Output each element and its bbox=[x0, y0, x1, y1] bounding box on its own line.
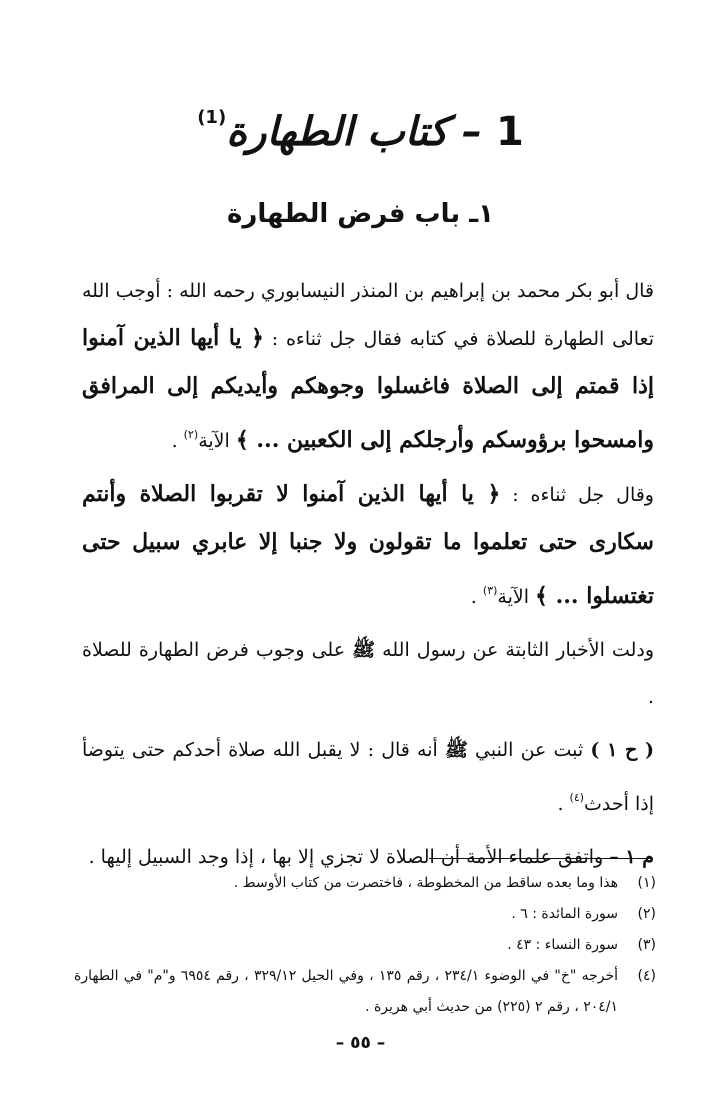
footnote-number: (٤) bbox=[637, 968, 656, 984]
hadith-tail: أنه قال : لا يقبل الله صلاة أحدكم حتى يتوضأ إذا أحدث bbox=[82, 739, 654, 815]
paragraph-1-intro: قال أبو بكر محمد بن إبراهيم بن المنذر النيسابوري رحمه الله : أوجب الله تعالى الطهارة للصلاة في كتابه فقال جل ثناءه : bbox=[82, 280, 654, 350]
book-title-text: كتاب الطهارة bbox=[226, 109, 449, 155]
salawat-glyph-2: ﷺ bbox=[444, 739, 468, 761]
consensus-marker: م ١ – bbox=[609, 846, 654, 868]
salawat-glyph-1: ﷺ bbox=[352, 639, 376, 661]
hadith-paragraph: ( ح ١ ) ثبت عن النبي ﷺ أنه قال : لا يقبل الله صلاة أحدكم حتى يتوضأ إذا أحدث$^{(٤)}$ . bbox=[82, 739, 655, 815]
footnote-1 bbox=[74, 868, 656, 899]
footnote-ref-2: (٢) bbox=[183, 428, 199, 441]
footnote-text: أخرجه "خ" في الوضوء ٢٣٤/١ ، رقم ١٣٥ ، وفي الحيل ٣٢٩/١٢ ، رقم ٦٩٥٤ و"م" في الطهارة ٢٠٤/١ ، رقم ٢ (٢٢٥) من حديث أبي هريرة . bbox=[74, 968, 619, 1015]
paragraph-1-tail: الآية bbox=[198, 430, 230, 452]
hadith-text: ثبت عن النبي bbox=[475, 739, 584, 761]
paragraph-2-intro: وقال جل ثناءه : bbox=[512, 484, 654, 506]
footnote-text: سورة النساء : ٤٣ . bbox=[507, 937, 618, 953]
paragraph-1: قال أبو بكر محمد بن إبراهيم بن المنذر النيسابوري رحمه الله : أوجب الله تعالى الطهارة للصلاة في كتابه فقال جل ثناءه : ﴿ يا أيها الذين آمنوا إذا قمتم إلى الصلاة فاغسلوا وجوهكم وأيديكم إلى المرافق وامسحوا برؤوسكم وأرجلكم إلى الكعبين ... ﴾ الآية$^{(٢)}$ . bbox=[82, 280, 654, 453]
footnote-text: هذا وما بعده ساقط من المخطوطة ، فاختصرت من كتاب الأوسط . bbox=[233, 875, 618, 891]
footnote-number: (١) bbox=[637, 875, 656, 891]
book-title bbox=[0, 88, 721, 162]
footnote-number: (٣) bbox=[637, 937, 656, 953]
paragraph-3-tail: على وجوب فرض الطهارة للصلاة . bbox=[82, 639, 654, 708]
consensus-text: واتفق علماء الأمة أن الصلاة لا تجزي إلا بها ، إذا وجد السبيل إليها . bbox=[88, 846, 604, 868]
paragraph-2: وقال جل ثناءه : ﴿ يا أيها الذين آمنوا لا تقربوا الصلاة وأنتم سكارى حتى تعلموا ما تقولون ولا جنبا إلا عابري سبيل حتى تغتسلوا ... ﴾ الآية$^{(٣)}$ . bbox=[82, 481, 654, 609]
hadith-marker: ( ح ١ ) bbox=[590, 739, 655, 761]
footnote-divider bbox=[429, 858, 653, 859]
book-title-note-ref: (1) bbox=[197, 107, 227, 128]
quran-verse-1: ﴿ يا أيها الذين آمنوا إذا قمتم إلى الصلاة فاغسلوا وجوهكم وأيديكم إلى المرافق وامسحوا برؤوسكم وأرجلكم إلى الكعبين ... ﴾ bbox=[82, 325, 654, 453]
footnote-number: (٢) bbox=[637, 906, 656, 922]
page-number: – ٥٥ – bbox=[335, 1033, 386, 1053]
footnote-4 bbox=[74, 961, 656, 1023]
paragraph-3-text: ودلت الأخبار الثابتة عن رسول الله bbox=[382, 639, 654, 661]
paragraph-3 bbox=[82, 627, 654, 721]
quran-verse-2: ﴿ يا أيها الذين آمنوا لا تقربوا الصلاة وأنتم سكارى حتى تعلموا ما تقولون ولا جنبا إلا عابري سبيل حتى تغتسلوا ... ﴾ bbox=[82, 481, 654, 609]
footnote-ref-4: (٤) bbox=[569, 791, 585, 804]
footnotes bbox=[74, 868, 656, 1023]
chapter-title: ١ـ باب فرض الطهارة bbox=[227, 199, 494, 229]
footnote-text: سورة المائدة : ٦ . bbox=[511, 906, 618, 922]
paragraph-2-tail: الآية bbox=[497, 586, 529, 608]
footnote-2 bbox=[74, 899, 656, 930]
footnote-ref-3: (٣) bbox=[482, 584, 498, 597]
footnote-3 bbox=[74, 930, 656, 961]
main-text bbox=[82, 268, 654, 887]
book-title-dash: – bbox=[462, 109, 483, 155]
book-number: 1 bbox=[495, 109, 524, 155]
